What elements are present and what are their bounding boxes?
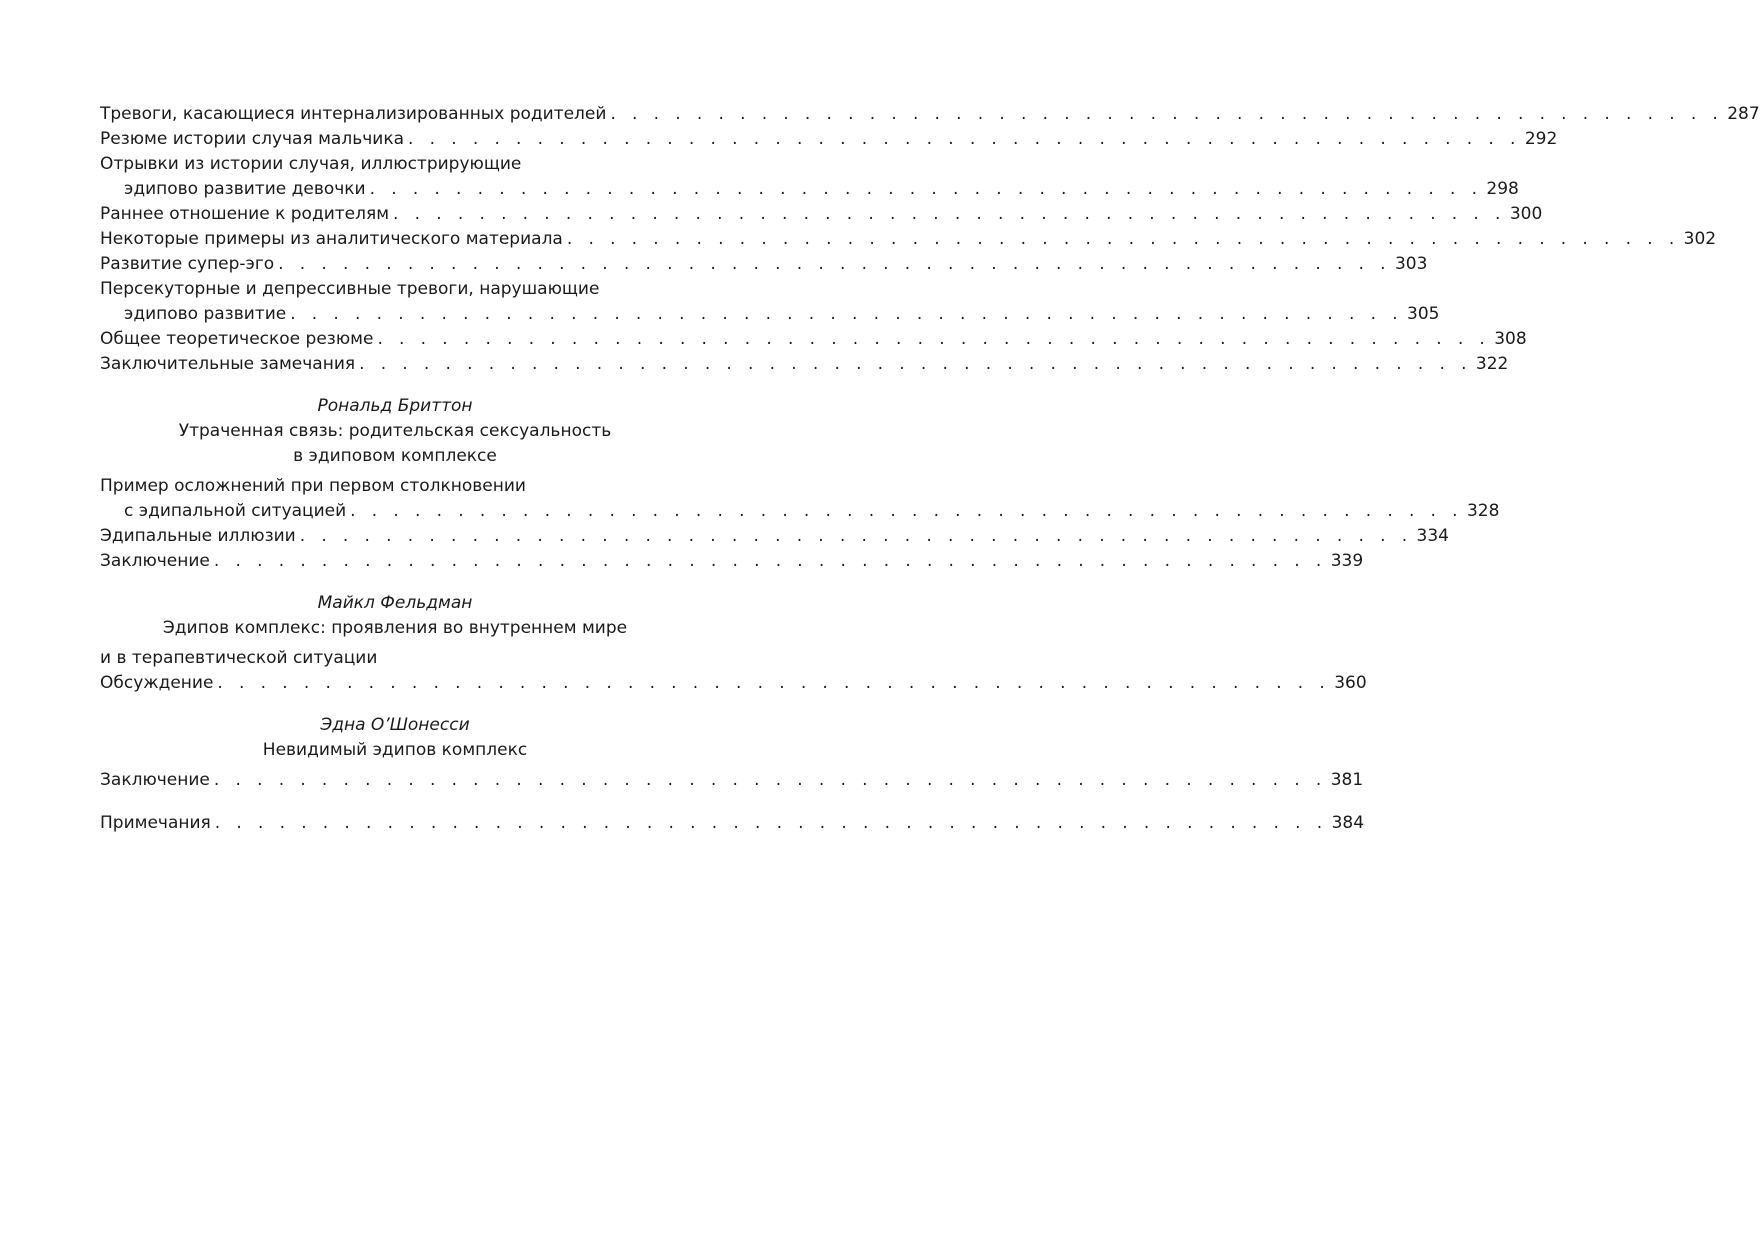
toc-entry	[100, 327, 1527, 352]
toc-entry-title-line1: Пример осложнений при первом столкновении	[100, 476, 526, 496]
toc-entry-title: Общее теоретическое резюме	[100, 329, 374, 349]
toc-leader-dots: . . . . . . . . . . . . . . . . . . . . . . . . . . . . . . . . . . . . . . . . . . . . . . . . . . . .	[214, 813, 1328, 833]
toc-page-number: 381	[1330, 770, 1364, 790]
toc-page-number: 287	[1727, 104, 1760, 124]
toc-entry	[100, 127, 1558, 152]
toc-leader-dots: . . . . . . . . . . . . . . . . . . . . . . . . . . . . . . . . . . . . . . . . . . . . . . . . . . . .	[278, 254, 1391, 274]
chapter-title: Невидимый эдипов комплекс	[262, 740, 528, 760]
chapter-author: Эдна О’Шонесси	[320, 715, 470, 735]
toc-leader-dots: . . . . . . . . . . . . . . . . . . . . . . . . . . . . . . . . . . . . . . . . . . . . . . . . . . . .	[369, 179, 1483, 199]
toc-entry-title: Развитие супер-эго	[100, 254, 275, 274]
toc-entry-title: Эдипальные иллюзии	[100, 526, 296, 546]
toc-page-number: 305	[1407, 304, 1440, 324]
toc-entry-title-line1: Отрывки из истории случая, иллюстрирующие	[100, 154, 522, 174]
toc-page-number: 360	[1334, 673, 1367, 693]
toc-entry-title: Заключительные замечания	[100, 354, 356, 374]
toc-page-number: 298	[1486, 179, 1519, 199]
toc-page-number: 328	[1466, 501, 1500, 521]
chapter-author: Майкл Фельдман	[317, 593, 473, 613]
toc-entry	[100, 302, 1440, 327]
toc-page-number: 322	[1475, 354, 1509, 374]
toc-entry-notes	[100, 811, 1365, 836]
toc-leader-dots: . . . . . . . . . . . . . . . . . . . . . . . . . . . . . . . . . . . . . . . . . . . . . . . . . . . .	[350, 501, 1463, 521]
chapter-title: Утраченная связь: родительская сексуальность	[178, 421, 612, 441]
toc-entry	[100, 352, 1509, 377]
chapter-title: в эдиповом комплексе	[293, 446, 497, 466]
toc-leader-dots: . . . . . . . . . . . . . . . . . . . . . . . . . . . . . . . . . . . . . . . . . . . . . . . . . . . .	[213, 770, 1327, 790]
toc-entry-title: Обсуждение	[100, 673, 214, 693]
toc-entry	[100, 671, 1367, 696]
chapter-title: Эдипов комплекс: проявления во внутреннем мире	[162, 618, 628, 638]
toc-entry-title: с эдипальной ситуацией	[124, 501, 347, 521]
toc-entry-title: Резюме истории случая мальчика	[100, 129, 405, 149]
chapter-title-continuation: и в терапевтической ситуации	[100, 648, 378, 668]
toc-entry	[100, 102, 1760, 127]
toc-leader-dots: . . . . . . . . . . . . . . . . . . . . . . . . . . . . . . . . . . . . . . . . . . . . . . . . . . . .	[566, 229, 1680, 249]
toc-entry-title: эдипово развитие девочки	[124, 179, 366, 199]
toc-page-number: 384	[1331, 813, 1365, 833]
toc-entry-title: Тревоги, касающиеся интернализированных родителей	[100, 104, 607, 124]
toc-leader-dots: . . . . . . . . . . . . . . . . . . . . . . . . . . . . . . . . . . . . . . . . . . . . . . . . . . . .	[217, 673, 1331, 693]
toc-leader-dots: . . . . . . . . . . . . . . . . . . . . . . . . . . . . . . . . . . . . . . . . . . . . . . . . . . . .	[299, 526, 1413, 546]
toc-entry-title: эдипово развитие	[124, 304, 287, 324]
toc-leader-dots: . . . . . . . . . . . . . . . . . . . . . . . . . . . . . . . . . . . . . . . . . . . . . . . . . . . .	[290, 304, 1403, 324]
toc-page-number: 339	[1330, 551, 1364, 571]
toc-leader-dots: . . . . . . . . . . . . . . . . . . . . . . . . . . . . . . . . . . . . . . . . . . . . . . . . . . . .	[610, 104, 1724, 124]
toc-entry	[100, 177, 1519, 202]
toc-entry	[100, 202, 1543, 227]
toc-entry-title: Примечания	[100, 813, 211, 833]
toc-leader-dots: . . . . . . . . . . . . . . . . . . . . . . . . . . . . . . . . . . . . . . . . . . . . . . . . . . . .	[408, 129, 1521, 149]
toc-leader-dots: . . . . . . . . . . . . . . . . . . . . . . . . . . . . . . . . . . . . . . . . . . . . . . . . . . . .	[359, 354, 1472, 374]
toc-entry-title: Раннее отношение к родителям	[100, 204, 390, 224]
toc-page-number: 303	[1394, 254, 1428, 274]
toc-leader-dots: . . . . . . . . . . . . . . . . . . . . . . . . . . . . . . . . . . . . . . . . . . . . . . . . . . . .	[213, 551, 1327, 571]
toc-page-number: 300	[1509, 204, 1543, 224]
toc-entry	[100, 252, 1428, 277]
toc-page-number: 292	[1524, 129, 1558, 149]
toc-leader-dots: . . . . . . . . . . . . . . . . . . . . . . . . . . . . . . . . . . . . . . . . . . . . . . . . . . . .	[377, 329, 1491, 349]
toc-entry-title-line1: Персекуторные и депрессивные тревоги, нарушающие	[100, 279, 600, 299]
toc-entry	[100, 768, 1364, 793]
toc-entry	[100, 227, 1717, 252]
toc-entry-title: Заключение	[100, 770, 210, 790]
toc-entry	[100, 499, 1500, 524]
toc-entry	[100, 549, 1364, 574]
toc-entry	[100, 524, 1449, 549]
toc-leader-dots: . . . . . . . . . . . . . . . . . . . . . . . . . . . . . . . . . . . . . . . . . . . . . . . . . . . .	[393, 204, 1506, 224]
toc-entry-title: Некоторые примеры из аналитического материала	[100, 229, 563, 249]
toc-page-number: 334	[1416, 526, 1449, 546]
toc-page-number: 302	[1683, 229, 1717, 249]
toc-entry-title: Заключение	[100, 551, 210, 571]
chapter-author: Рональд Бриттон	[317, 396, 473, 416]
table-of-contents	[100, 102, 1760, 836]
toc-page-number: 308	[1494, 329, 1527, 349]
